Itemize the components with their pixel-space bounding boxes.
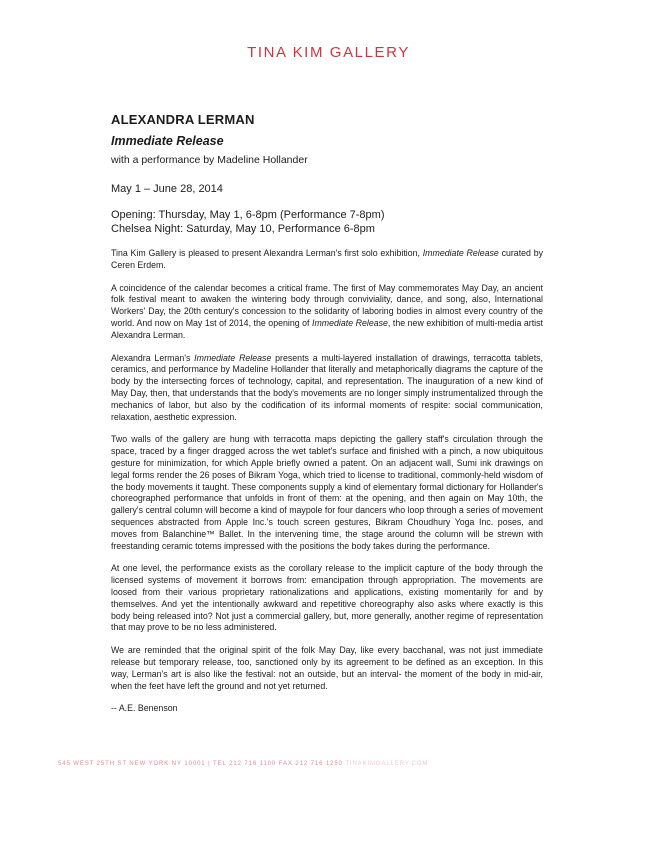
gallery-logo: TINA KIM GALLERY <box>247 44 410 61</box>
author-signature: -- A.E. Benenson <box>111 703 178 714</box>
footer-fax: FAX 212 716 1250 <box>278 761 343 767</box>
paragraph-conclusion: We are reminded that the original spirit of the folk May Day, like every bacchanal, was not just immediate release but temporary release, too, sanctioned only by its agreement to be defined as an exception. In this way, Lerman's art is also like the festival: not an outside, but an interval- the moment of the body in mid-air, when the feet have left the ground and not yet returned. <box>111 645 543 691</box>
press-release-body <box>111 112 543 713</box>
opening-event: Opening: Thursday, May 1, 6-8pm (Performance 7-8pm) <box>111 209 385 221</box>
chelsea-night-event: Chelsea Night: Saturday, May 10, Performance 6-8pm <box>111 223 375 235</box>
exhibition-title: Immediate Release <box>111 134 224 148</box>
exhibition-subtitle: with a performance by Madeline Hollander <box>111 154 308 166</box>
footer-address: 545 WEST 25TH ST NEW YORK NY 10001 <box>58 761 206 767</box>
paragraph-intro: Tina Kim Gallery is pleased to present Alexandra Lerman's first solo exhibition, Immediate Release curated by Ceren Erdem. <box>111 248 543 270</box>
paragraph-performance: At one level, the performance exists as the corollary release to the implicit capture of the body through the licensed systems of movement it borrows from: emancipation through appropriation. The movements are loosed from their various proprietary rationalizations and applications, existing momentarily for and by themselves. And yet the intentionally awkward and repetitive choreography also asks where exactly is this body being released into? Not just a commercial gallery, but, more generally, another regime of representation that may prove to be no less administered. <box>111 563 543 633</box>
footer-tel: TEL 212 716 1100 <box>213 761 277 767</box>
gallery-footer: 545 WEST 25TH ST NEW YORK NY 10001 | TEL 212 716 1100 FAX 212 716 1250 TINAKIMGALLERY.COM <box>58 761 429 767</box>
paragraph-installation: Alexandra Lerman's Immediate Release presents a multi-layered installation of drawings, terracotta tablets, ceramics, and performance by Madeline Hollander that literally and metaphorically diagrams the capture of the body by the intersecting forces of technology, capital, and representation. The inauguration of a new kind of May Day, then, that understands that the body's movements are no longer simply instrumentalized through the mechanics of labor, but also by the codification of its informal moments of respite: social communication, relaxation, aesthetic expression. <box>111 352 543 422</box>
event-list <box>111 208 543 236</box>
paragraph-walls: Two walls of the gallery are hung with terracotta maps depicting the gallery staff's circulation through the space, traced by a finger dragged across the wet tablet's surface and finished with a pinch, a now ubiquitous gesture for minimization, for which Apple briefly owned a patent. On an adjacent wall, Sumi ink drawings on legal forms render the 26 poses of Bikram Yoga, which tried to license to traditional, commonly-held wisdom of the body movements it taught. These components supply a kind of elementary formal dictionary for Hollander's choreographed performance that unfolds in front of them: at the opening, and then again on May 10th, the gallery's central column will become a kind of maypole for four dancers who loop through a series of movement sequences abstracted from Apple Inc.'s touch screen gestures, Bikram Choudhury Yoga Inc. poses, and moves from Balanchine™ Ballet. In the intervening time, the stage around the column will be strewn with freestanding ceramic totems impressed with the positions the body takes during the performance. <box>111 434 543 551</box>
paragraph-may-day: A coincidence of the calendar becomes a critical frame. The first of May commemorates May Day, an ancient folk festival meant to awaken the wintering body through conviviality, dance, and song, also, International Workers' Day, the 20th century's concession to the solidarity of laboring bodies in almost every country of the world. And now on May 1st of 2014, the opening of Immediate Release, the new exhibition of multi-media artist Alexandra Lerman. <box>111 282 543 340</box>
exhibition-dates: May 1 – June 28, 2014 <box>111 183 223 195</box>
footer-website: TINAKIMGALLERY.COM <box>345 761 429 767</box>
artist-name: ALEXANDRA LERMAN <box>111 112 255 127</box>
